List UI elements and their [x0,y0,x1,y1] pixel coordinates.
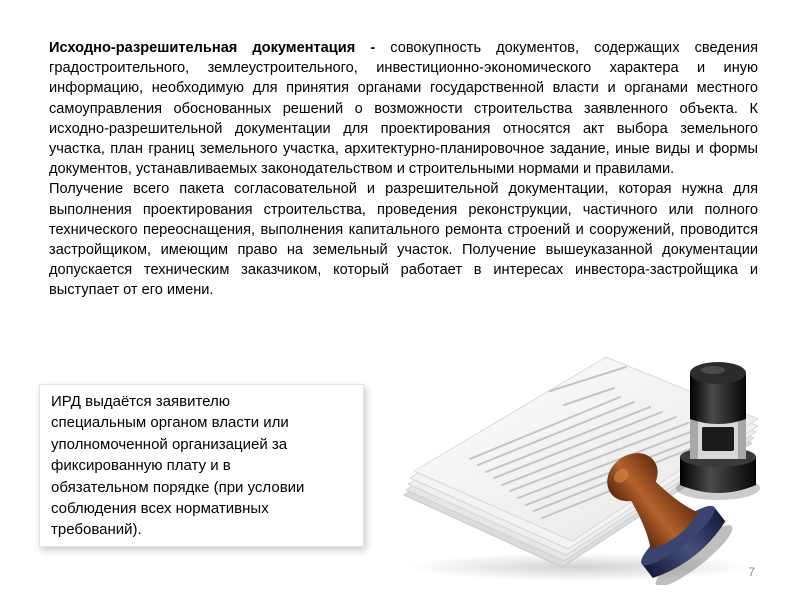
callout-line: фиксированную плату и в [51,457,231,475]
term-bold: Исходно-разрешительная документация [49,40,356,56]
callout-line: ИРД выдаётся заявителю [51,393,231,410]
definition-paragraph [49,38,758,179]
main-text-block [49,38,758,301]
term-separator: - [355,40,391,56]
callout-line: соблюдения всех нормативных [51,500,269,518]
documents-with-stamps-icon [400,345,780,585]
callout-line: требований). [51,521,142,539]
callout-line: обязательном порядке (при условии [51,478,305,496]
callout-line: уполномоченной организацией за [51,435,288,453]
slide-number: 7 [748,565,755,579]
term-definition: совокупность документов, содержащих сведения градостроительного, землеустроительного, инвестиционно-экономического характера и иную информацию, необходимую для принятия органами государственной власти и органами местного самоуправления обоснованных решений о возможности строительства заявленного объекта. К исходно-разрешительной документации для проектирования относятся акт выбора земельного участка, план границ земельного участка, архитектурно-планировочное задание, иные виды и формы документов, устанавливаемых законодательством и строительными нормами и правилами. [49,40,758,178]
procedure-paragraph: Получение всего пакета согласовательной и разрешительной документации, которая нужна для выполнения проектирования строительства, проведения реконструкции, частичного или полного технического переоснащения, выполнения капитального ремонта строений и сооружений, проводится застройщиком, имеющим право на земельный участок. Получение вышеуказанной документации допускается техническим заказчиком, который работает в интересах инвестора-застройщика и выступает от его имени. [49,181,758,299]
callout-line: специальным органом власти или [51,414,289,432]
ird-callout-box [39,384,364,547]
